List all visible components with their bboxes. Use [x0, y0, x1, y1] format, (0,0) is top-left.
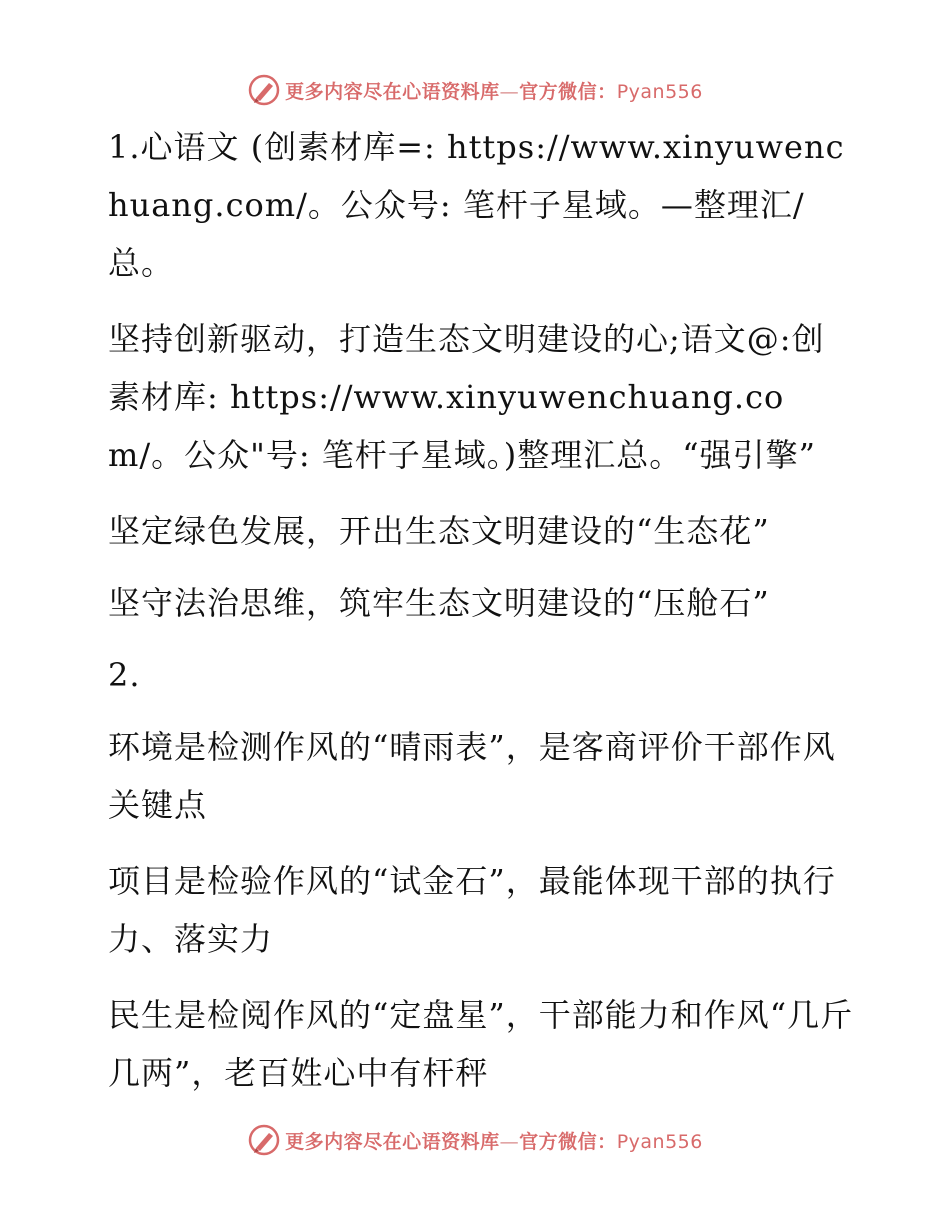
footer-banner — [0, 1120, 950, 1160]
paragraph-5: 2. — [108, 656, 141, 694]
pen-logo-icon — [247, 73, 281, 107]
banner-title: 更多内容尽在心语资料库 — [285, 1130, 500, 1153]
paragraph-2: 坚持创新驱动，打造生态文明建设的心;语文@:创素材库: https://www.xinyuwenchuang.com/。公众"号: 笔杆子星域。)整理汇总。“强引擎” — [108, 320, 825, 474]
paragraph-4: 坚守法治思维，筑牢生态文明建设的“压舱石” — [108, 584, 770, 622]
paragraph-3: 坚定绿色发展，开出生态文明建设的“生态花” — [108, 512, 770, 550]
paragraph-1: 1.心语文 (创素材库=: https://www.xinyuwenchuang.com/。公众号: 笔杆子星域。—整理汇/总。 — [108, 128, 845, 282]
paragraph-6: 环境是检测作风的“晴雨表”，是客商评价干部作风关键点 — [108, 728, 836, 824]
banner-wechat-id: Pyan556 — [616, 1130, 703, 1153]
document-body — [96, 118, 856, 1120]
banner-title: 更多内容尽在心语资料库 — [285, 80, 500, 103]
pen-logo-icon — [247, 1123, 281, 1157]
banner-wechat-label: 官方微信： — [519, 1130, 617, 1153]
banner-wechat-id: Pyan556 — [616, 80, 703, 103]
banner-wechat-label: 官方微信： — [519, 80, 617, 103]
banner-separator: — — [499, 1130, 520, 1153]
paragraph-7: 项目是检验作风的“试金石”，最能体现干部的执行力、落实力 — [108, 862, 836, 958]
paragraph-8: 民生是检阅作风的“定盘星”，干部能力和作风“几斤几两”，老百姓心中有杆秤 — [108, 996, 854, 1092]
header-banner — [0, 70, 950, 110]
banner-separator: — — [499, 80, 520, 103]
